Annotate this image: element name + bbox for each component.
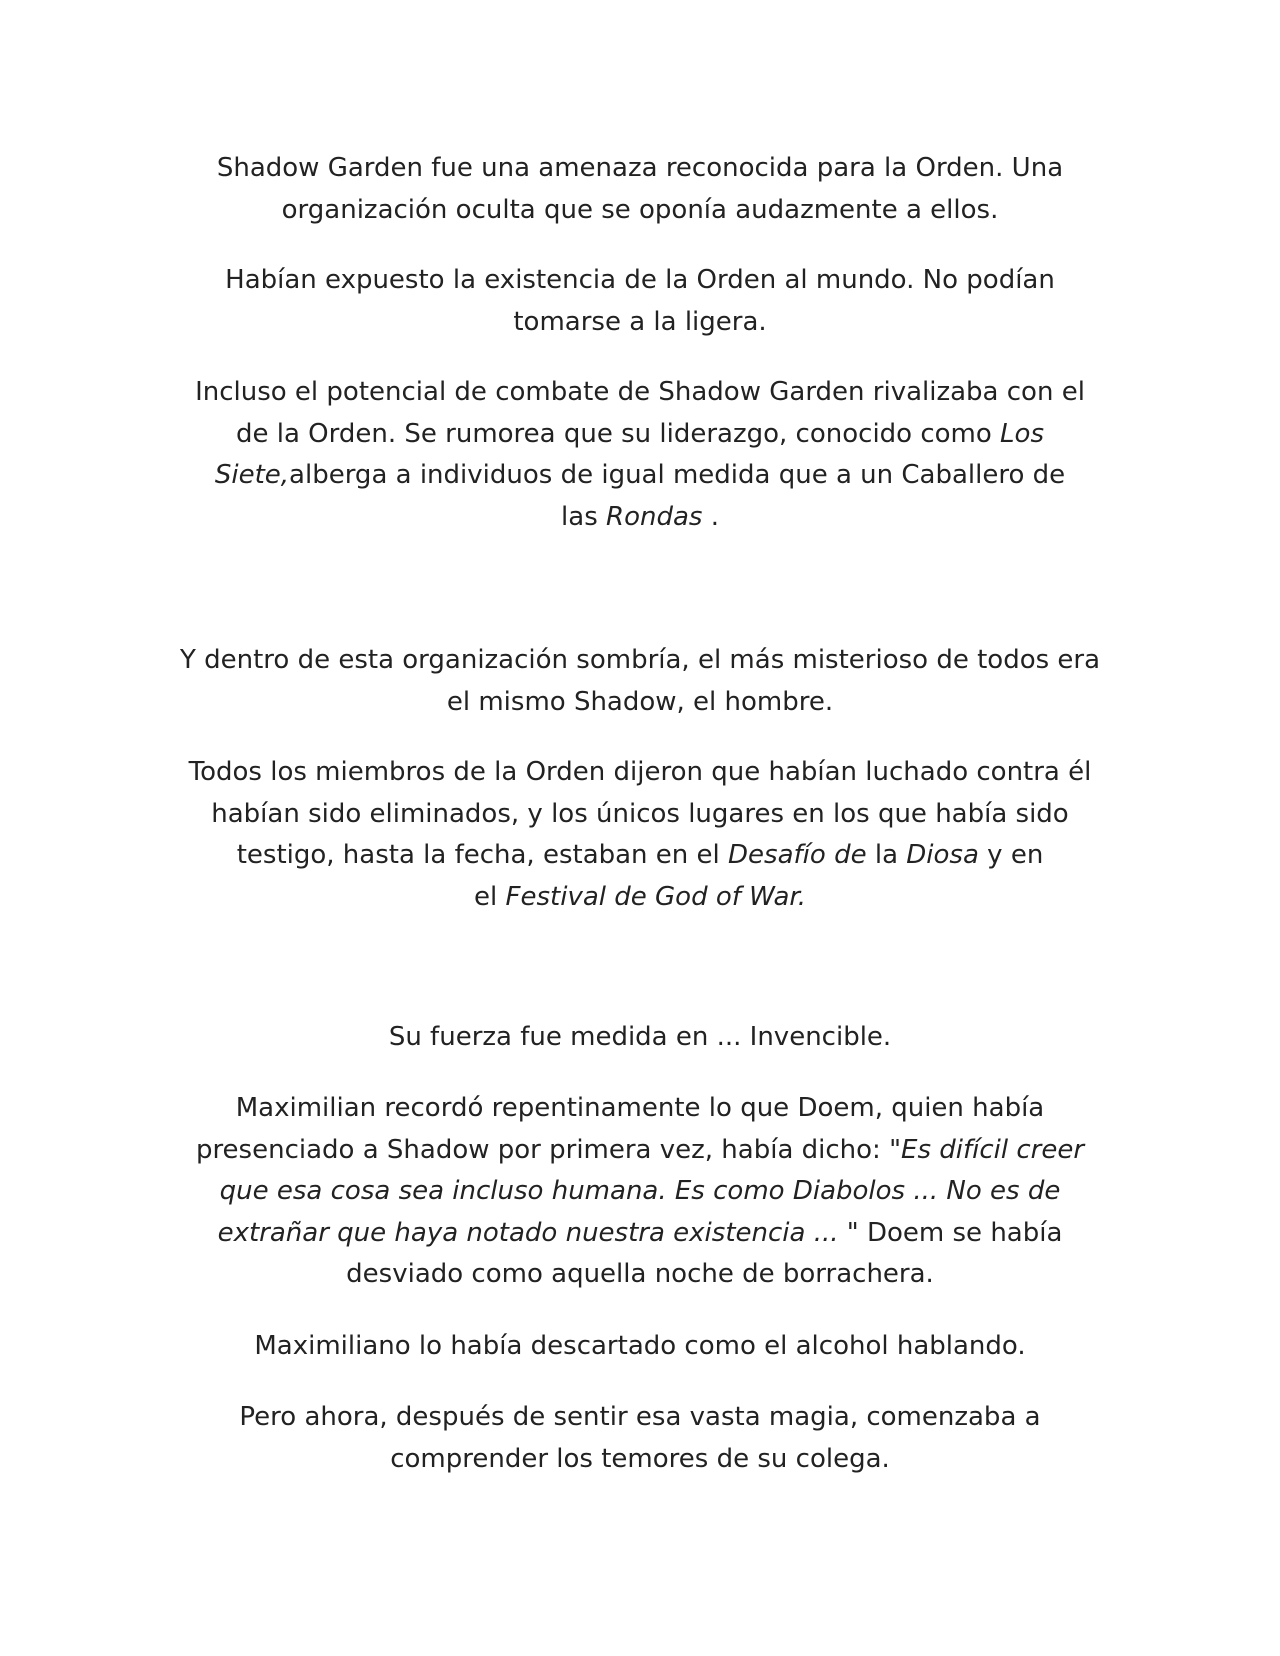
paragraph-4-line-2: el mismo Shadow, el hombre.: [446, 686, 834, 717]
paragraph-3: [170, 372, 1110, 538]
paragraph-9-line-2: comprender los temores de su colega.: [390, 1443, 890, 1474]
paragraph-3-line-3-italic: Siete,: [214, 460, 290, 490]
paragraph-7-line-1: Maximilian recordó repentinamente lo que Doem, quien había: [235, 1093, 1045, 1123]
paragraph-7-line-4-text: Doem se había: [858, 1217, 1063, 1248]
paragraph-9: [170, 1397, 1110, 1480]
paragraph-7-line-2-text: presenciado a Shadow por primera vez, había dicho:: [195, 1134, 890, 1165]
paragraph-8-line-1: Maximiliano lo había descartado como el alcohol hablando.: [254, 1331, 1026, 1361]
paragraph-3-line-1: Incluso el potencial de combate de Shadow Garden rivalizaba con el: [195, 377, 1085, 407]
paragraph-5: [170, 752, 1110, 918]
paragraph-5-line-1: Todos los miembros de la Orden dijeron que habían luchado contra él: [188, 757, 1092, 787]
paragraph-5-line-2: habían sido eliminados, y los únicos lugares en los que había sido: [211, 798, 1069, 829]
paragraph-5-line-3-text-a: testigo, hasta la fecha, estaban en el: [236, 840, 729, 870]
paragraph-6: [170, 1017, 1110, 1059]
paragraph-1-line-2: organización oculta que se oponía audazmente a ellos.: [281, 194, 999, 225]
paragraph-7-line-4-italic: extrañar que haya notado nuestra existencia ... ": [217, 1217, 859, 1248]
paragraph-7-line-5: desviado como aquella noche de borrachera.: [346, 1259, 934, 1289]
paragraph-5-line-3-italic-2: Diosa: [906, 840, 979, 870]
paragraph-7: [170, 1088, 1110, 1296]
paragraph-4-line-1: Y dentro de esta organización sombría, el más misterioso de todos era: [179, 645, 1101, 675]
paragraph-4: [170, 640, 1110, 723]
paragraph-3-line-3-text: alberga a individuos de igual medida que a un Caballero de: [289, 460, 1066, 490]
paragraph-2-line-2: tomarse a la ligera.: [513, 306, 767, 337]
paragraph-6-line-1: Su fuerza fue medida en ... Invencible.: [388, 1022, 892, 1052]
paragraph-5-line-3-text-b: la: [866, 840, 907, 870]
paragraph-3-line-4-text-a: las: [561, 501, 606, 532]
paragraph-8: [170, 1326, 1110, 1368]
paragraph-1-line-1: Shadow Garden fue una amenaza reconocida para la Orden. Una: [216, 153, 1064, 183]
paragraph-3-line-4-italic: Rondas: [606, 501, 703, 532]
paragraph-3-line-2-text: de la Orden. Se rumorea que su liderazgo, conocido como: [236, 418, 1001, 449]
paragraph-5-line-3-italic-1: Desafío de: [728, 840, 867, 870]
paragraph-5-line-4-text: el: [474, 881, 506, 912]
paragraph-2-line-1: Habían expuesto la existencia de la Orden al mundo. No podían: [225, 265, 1055, 295]
paragraph-5-line-3-text-c: y en: [978, 840, 1044, 870]
paragraph-5-line-4-italic: Festival de God of War.: [505, 881, 806, 912]
paragraph-1: [170, 148, 1110, 231]
paragraph-7-line-2-italic: "Es difícil creer: [889, 1134, 1085, 1165]
paragraph-3-line-2-italic: Los: [1000, 418, 1044, 449]
paragraph-3-line-4-text-b: .: [702, 501, 719, 532]
paragraph-9-line-1: Pero ahora, después de sentir esa vasta magia, comenzaba a: [239, 1402, 1041, 1432]
paragraph-2: [170, 260, 1110, 343]
paragraph-7-line-3-italic: que esa cosa sea incluso humana. Es como Diabolos ... No es de: [219, 1176, 1061, 1206]
